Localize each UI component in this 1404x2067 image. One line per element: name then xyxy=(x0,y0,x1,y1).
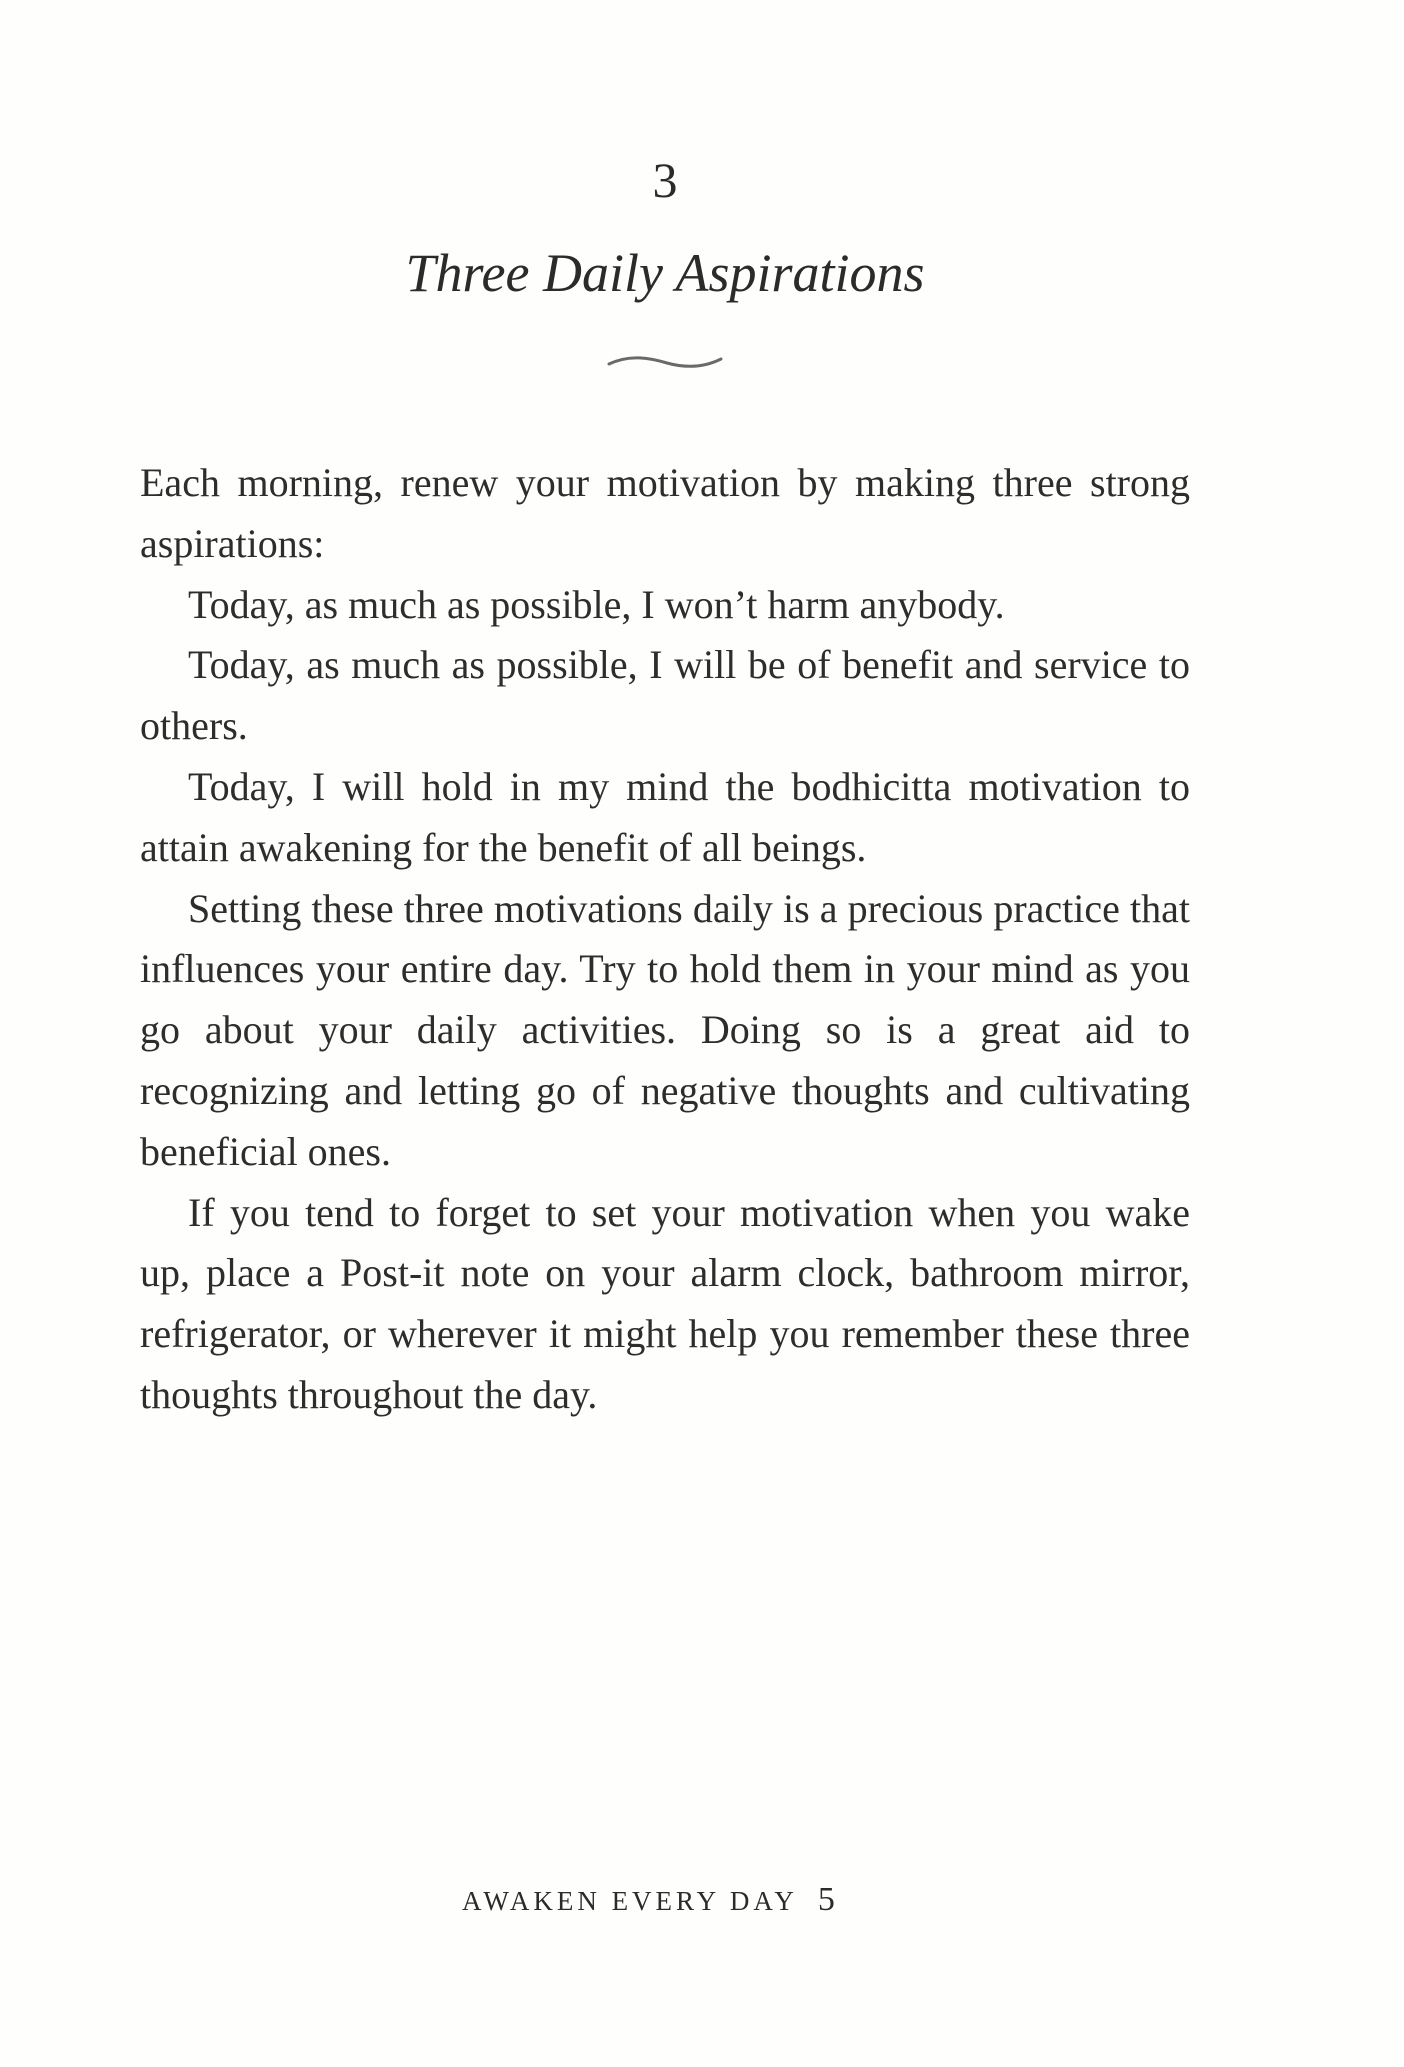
paragraph-reminder: If you tend to forget to set your motivation when you wake up, place a Post-it note on your alarm clock, bathroom mirror, refrigerator, or wherever it might help you remember these three thoughts throughout the day. xyxy=(140,1189,1190,1417)
running-footer xyxy=(462,1880,835,1921)
paragraph-intro: Each morning, renew your motivation by making three strong aspirations: xyxy=(140,460,1190,566)
paragraph-practice: Setting these three motivations daily is a precious practice that influences your entire day. Try to hold them in your mind as you go about your daily activities. Doing so is a great aid to recognizing and letting go of negative thoughts and cultivating beneficial ones. xyxy=(140,885,1190,1174)
aspiration-three: Today, I will hold in my mind the bodhicitta motivation to attain awakening for the benefit of all beings. xyxy=(140,763,1190,870)
aspiration-two: Today, as much as possible, I will be of benefit and service to others. xyxy=(140,642,1190,749)
chapter-body xyxy=(140,453,1190,1426)
swash-divider-icon xyxy=(605,350,725,374)
page-number: 5 xyxy=(817,1881,835,1918)
chapter-number: 3 xyxy=(652,152,678,208)
running-title: AWAKEN EVERY DAY xyxy=(462,1886,798,1916)
aspiration-one: Today, as much as possible, I won’t harm anybody. xyxy=(188,581,1005,627)
chapter-title: Three Daily Aspirations xyxy=(405,243,925,303)
